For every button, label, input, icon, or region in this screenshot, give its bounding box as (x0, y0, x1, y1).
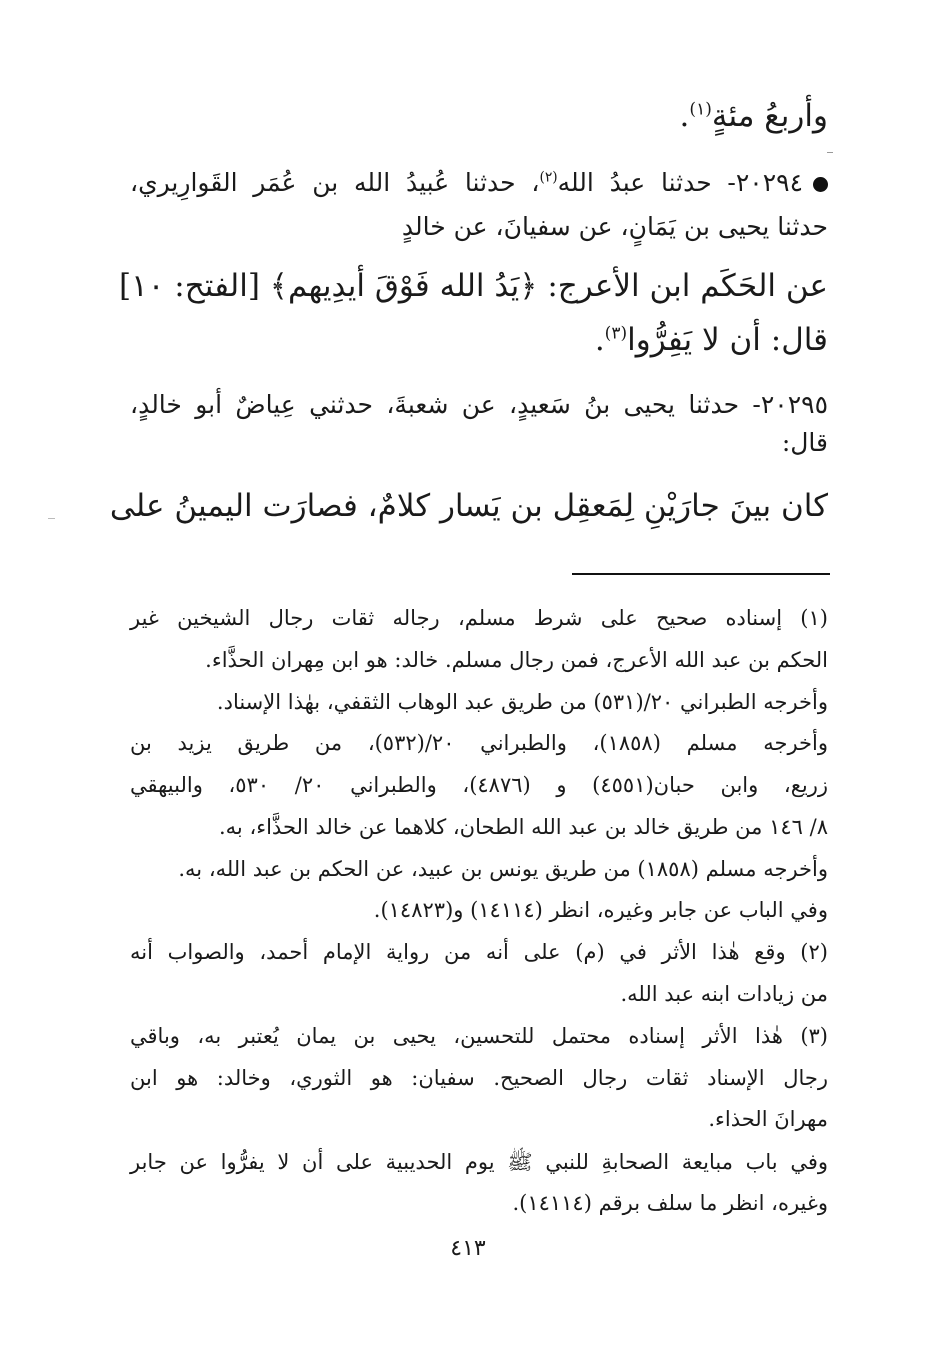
footnote-line: وفي الباب عن جابر وغيره، انظر (١٤١١٤) و(١٤٨٢٣). (373, 898, 828, 922)
text-run: ٢٠٢٩٤- حدثنا عبدُ الله (557, 168, 804, 197)
text-run: . (594, 322, 605, 358)
margin-mark (48, 518, 55, 519)
page-number: ٤١٣ (450, 1236, 486, 1261)
hadith-20295-line-1: ٢٠٢٩٥- حدثنا يحيى بنُ سَعيدٍ، عن شعبةَ، حدثني عِياضٌ أبو خالدٍ، (130, 390, 828, 419)
hadith-20295-line-3: كان بينَ جارَيْنِ لِمَعقِل بن يَسار كلامٌ، فصارَت اليمينُ على (109, 488, 828, 524)
text-run: وأربعُ مئةٍ (711, 98, 828, 134)
footnote-ref-3: (٣) (604, 323, 628, 344)
footnote-line: وأخرجه مسلم (١٨٥٨) من طريق يونس بن عبيد، عن الحكم بن عبد الله، به. (178, 857, 828, 881)
footnote-line: وأخرجه مسلم (١٨٥٨)، والطبراني ٢٠/(٥٣٢)، من طريق يزيد بن (130, 731, 828, 755)
text-run: ، حدثنا عُبيدُ الله بن عُمَر القَوارِيري، (130, 168, 540, 197)
bullet-icon (813, 177, 828, 192)
footnote-ref-2: (٢) (539, 169, 558, 186)
footnote-line: وفي باب مبايعة الصحابةِ للنبي ﷺ يوم الحديبية على أن لا يفرُّوا عن جابر (130, 1150, 828, 1174)
hadith-20294-line-4 (130, 322, 828, 358)
footnote-line: (٣) هٰذا الأثر إسناده محتمل للتحسين، يحيى بن يمان يُعتبر به، وباقي (130, 1024, 828, 1048)
text-run: قال: أن لا يَفِرُّوا (627, 322, 828, 358)
footnote-line: رجال الإسناد ثقات رجال الصحيح. سفيان: هو الثوري، وخالد: هو ابن (130, 1066, 828, 1090)
hadith-20294-line-3: عن الحَكَم ابن الأعرج: ﴿يَدُ الله فَوْقَ أيدِيهم﴾ [الفتح: ١٠] (119, 268, 828, 304)
footnote-line: من زيادات ابنه عبد الله. (620, 982, 828, 1006)
footnote-line: وأخرجه الطبراني ٢٠/(٥٣١) من طريق عبد الوهاب الثقفي، بهٰذا الإسناد. (216, 690, 828, 714)
footnote-line: (٢) وقع هٰذا الأثر في (م) على أنه من رواية الإمام أحمد، والصواب أنه (130, 940, 828, 964)
footnote-line: مهرانَ الحذاء. (708, 1107, 828, 1131)
corner-mark (827, 152, 833, 153)
hadith-20295-line-2: قال: (781, 428, 828, 457)
footnote-line: (١) إسناده صحيح على شرط مسلم، رجاله ثقات رجال الشيخين غير (130, 606, 828, 630)
hadith-20294-line-1 (130, 168, 828, 197)
footnote-line: زريع، وابن حبان(٤٥٥١) و (٤٨٧٦)، والطبراني ٢٠/ ٥٣٠، والبيهقي (130, 773, 828, 797)
footnote-line: ٨/ ١٤٦ من طريق خالد بن عبد الله الطحان، كلاهما عن خالد الحذَّاء، به. (218, 815, 828, 839)
footnote-line: وغيره، انظر ما سلف برقم (١٤١١٤). (512, 1191, 828, 1215)
footnote-line: الحكم بن عبد الله الأعرج، فمن رجال مسلم. خالد: هو ابن مِهران الحذَّاء. (205, 648, 828, 672)
text-run: . (679, 98, 690, 134)
footnote-separator (572, 573, 830, 575)
footnote-ref-1: (١) (689, 99, 712, 120)
main-line-1 (130, 98, 828, 134)
hadith-20294-line-2: حدثنا يحيى بن يَمَانٍ، عن سفيانَ، عن خالدٍ (401, 212, 828, 241)
